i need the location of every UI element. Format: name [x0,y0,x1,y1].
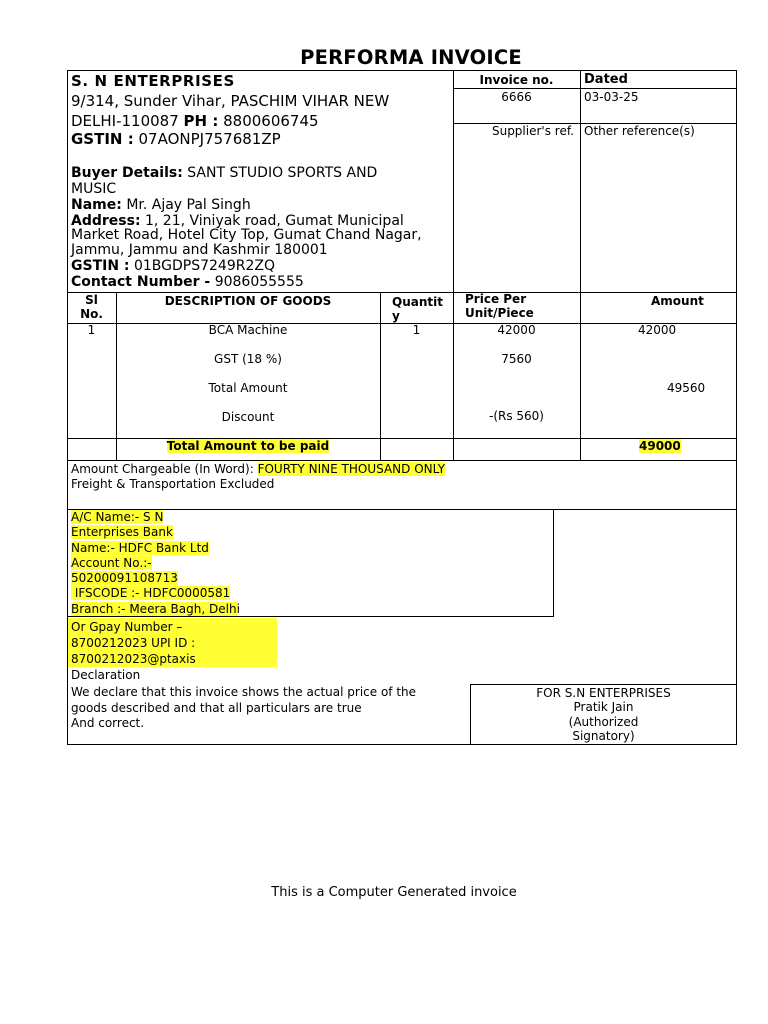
declaration-text [71,685,416,732]
signatory-role-2: Signatory) [572,728,635,743]
bank-line-7-end: i [236,601,240,616]
seller-phone-label: PH : [183,112,219,130]
buyer-company-cont: MUSIC [71,181,117,197]
bank-line-2: Enterprises Bank [71,525,173,540]
row-amount: 42000 [638,323,677,337]
discount-label: Discount [221,410,275,424]
buyer-gstin: 01BGDPS7249R2ZQ [133,258,275,274]
signatory-block [470,686,737,743]
buyer-address-label: Address: [71,213,141,229]
invoice-no-label: Invoice no. [479,73,554,87]
payable-label: Total Amount to be paid [166,439,330,453]
gpay-line-2: 8700212023 UPI ID : [71,636,196,650]
buyer-details-line [71,165,377,181]
signatory-name: Pratik Jain [573,700,634,715]
buyer-gstin-line [71,258,275,274]
header-price [465,292,534,320]
total-label: Total Amount [208,381,288,395]
freight-note: Freight & Transportation Excluded [71,477,275,491]
buyer-contact-line [71,274,304,290]
invoice-date: 03-03-25 [584,90,639,104]
payable-label-cell [116,439,380,453]
buyer-gstin-label: GSTIN : [71,258,130,274]
seller-address-line2 [71,112,319,130]
buyer-details-label: Buyer Details: [71,165,183,181]
header-quantity-2: y [392,309,400,323]
header-sl: Sl [85,293,98,307]
buyer-address-line2: Market Road, Hotel City Top, Gumat Chand Nagar, [71,227,422,243]
seller-address-pin: DELHI-110087 [71,112,179,130]
header-price-2: Unit/Piece [465,306,534,320]
signatory-role-1: (Authorized [568,714,639,729]
payable-value: 49000 [639,439,681,453]
header-quantity-1: Quantit [392,295,443,309]
header-price-1: Price Per [465,292,527,306]
gpay-line-3: 8700212023@ptaxis [71,652,196,666]
header-sl-no [67,293,116,321]
seller-gstin: 07AONPJ757681ZP [138,130,281,148]
gst-label: GST (18 %) [214,352,282,366]
header-quantity [392,295,443,323]
buyer-address-1: 1, 21, Viniyak road, Gumat Municipal [145,213,404,229]
buyer-name: Mr. Ajay Pal Singh [126,197,251,213]
gpay-details [71,619,196,667]
row-price: 42000 [497,323,536,337]
buyer-contact-label: Contact Number - [71,274,211,290]
seller-gstin-line [71,130,281,148]
dated-label: Dated [584,72,628,87]
declaration-title: Declaration [71,668,141,682]
payable-value-cell [639,439,681,453]
footer-note: This is a Computer Generated invoice [271,885,517,900]
declaration-line-1: We declare that this invoice shows the actual price of the [71,685,417,699]
buyer-name-label: Name: [71,197,122,213]
invoice-no: 6666 [501,90,532,104]
amount-words-value: FOURTY NINE THOUSAND ONLY [257,462,446,476]
signatory-for: FOR S.N ENTERPRISES [536,686,671,700]
header-no: No. [80,307,103,321]
other-ref-label: Other reference(s) [584,124,695,138]
bank-line-3: Name:- HDFC Bank Ltd [71,540,209,555]
bank-line-5: 50200091108713 [71,571,178,586]
row-qty: 1 [412,323,421,337]
suppliers-ref-label: Supplier's ref. [491,124,574,138]
seller-gstin-label: GSTIN : [71,130,134,148]
header-amount: Amount [651,294,704,308]
bank-line-4: Account No.:- [71,555,152,570]
bank-line-6: IFSCODE :- HDFC0000581 [71,586,231,601]
seller-name: S. N ENTERPRISES [71,72,235,90]
buyer-company: SANT STUDIO SPORTS AND [187,165,378,181]
declaration-line-3: And correct. [71,716,145,730]
bank-line-1: A/C Name:- S N [71,510,164,524]
row-sl: 1 [87,323,96,337]
gst-value: 7560 [501,352,532,366]
amount-words-label: Amount Chargeable (In Word): [71,462,254,476]
row-item: BCA Machine [208,323,288,337]
gpay-line-1: Or Gpay Number – [71,620,183,634]
bank-line-7: Branch :- Meera Bagh, Delh [71,601,237,616]
seller-phone: 8800606745 [223,112,319,130]
seller-address-line1: 9/314, Sunder Vihar, PASCHIM VIHAR NEW [71,92,390,110]
amount-in-words [71,462,445,476]
buyer-name-line [71,197,251,213]
total-value: 49560 [667,381,706,395]
declaration-line-2: goods described and that all particulars are true [71,700,362,715]
bank-details [71,510,240,617]
header-description: DESCRIPTION OF GOODS [164,294,332,308]
buyer-address-line3: Jammu, Jammu and Kashmir 180001 [71,242,328,258]
invoice-title: PERFORMA INVOICE [300,46,522,69]
discount-value: -(Rs 560) [488,409,544,423]
buyer-contact: 9086055555 [214,274,304,290]
